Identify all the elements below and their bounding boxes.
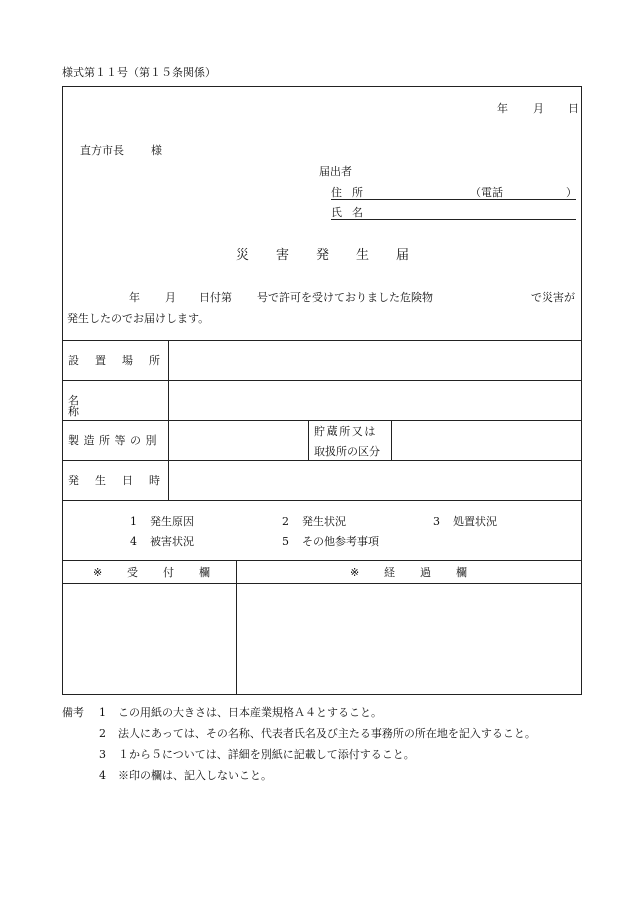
- title-char-1: 災: [236, 248, 250, 263]
- progress-label: 経過欄: [384, 566, 492, 579]
- remark-text-3: １から５については、詳細を別紙に記載して添付すること。: [118, 748, 415, 761]
- phone-open: （電話: [470, 186, 503, 199]
- label-category: 製造所等の別: [68, 434, 161, 447]
- attach-num-2: 2: [282, 515, 289, 528]
- columns-top-line: [62, 560, 582, 561]
- address-label: 住所: [331, 186, 373, 199]
- remark-num-1: 1: [99, 706, 106, 719]
- reception-mark: ※: [93, 566, 103, 579]
- table-top-line: [62, 340, 582, 341]
- form-number: 様式第１１号（第１５条関係）: [62, 66, 216, 79]
- attach-label-4: 被害状況: [150, 535, 194, 548]
- columns-header-line: [62, 583, 582, 584]
- address-underline: [331, 199, 576, 200]
- table-row-line-4: [62, 500, 582, 501]
- progress-mark: ※: [350, 566, 360, 579]
- name-label: 氏名: [331, 206, 373, 219]
- date-day-label: 日: [568, 102, 579, 115]
- statement-month: 月: [165, 291, 176, 304]
- attach-label-2: 発生状況: [302, 515, 346, 528]
- table-row-line-3: [62, 460, 582, 461]
- remark-num-4: 4: [99, 769, 106, 782]
- remark-text-2: 法人にあっては、その名称、代表者氏名及び主たる事務所の所在地を記入すること。: [118, 727, 536, 740]
- label-storage-line2: 取扱所の区分: [314, 445, 380, 458]
- table-storage-divider-1: [308, 420, 309, 460]
- statement-disaster: で災害が: [531, 291, 575, 304]
- table-row-line-1: [62, 380, 582, 381]
- table-row-line-2: [62, 420, 582, 421]
- remarks-head: 備考: [62, 706, 84, 719]
- attach-num-4: 4: [130, 535, 137, 548]
- addressee-honorific: 様: [151, 144, 162, 157]
- name-underline: [331, 219, 576, 220]
- columns-divider: [236, 560, 237, 695]
- reception-label: 受付欄: [127, 566, 235, 579]
- label-name-text: 名称: [68, 394, 148, 418]
- table-storage-divider-2: [391, 420, 392, 460]
- phone-close: ）: [566, 186, 577, 199]
- attach-label-3: 処置状況: [453, 515, 497, 528]
- label-location: 設置場所: [68, 354, 176, 367]
- date-month-label: 月: [533, 102, 544, 115]
- title-char-4: 生: [356, 248, 370, 263]
- attach-label-5: その他参考事項: [302, 535, 379, 548]
- attach-label-1: 発生原因: [150, 515, 194, 528]
- remark-text-4: ※印の欄は、記入しないこと。: [118, 769, 272, 782]
- remark-num-3: 3: [99, 748, 106, 761]
- applicant-label: 届出者: [319, 165, 352, 178]
- attach-num-1: 1: [130, 515, 137, 528]
- label-occurrence: 発生日時: [68, 474, 176, 487]
- label-storage-line1: 貯蔵所又は: [314, 425, 377, 438]
- statement-line2: 発生したのでお届けします。: [67, 312, 210, 325]
- statement-date-no: 日付第: [199, 291, 232, 304]
- title-char-3: 発: [316, 248, 330, 263]
- remark-text-1: この用紙の大きさは、日本産業規格Ａ４とすること。: [118, 706, 382, 719]
- title-char-5: 届: [396, 248, 410, 263]
- date-year-label: 年: [497, 102, 508, 115]
- addressee-name: 直方市長: [80, 144, 124, 157]
- statement-permit: 号で許可を受けておりました危険物: [257, 291, 433, 304]
- title-char-2: 害: [276, 248, 290, 263]
- remark-num-2: 2: [99, 727, 106, 740]
- attach-num-5: 5: [282, 535, 289, 548]
- statement-year: 年: [129, 291, 140, 304]
- attach-num-3: 3: [433, 515, 440, 528]
- label-name: [68, 395, 160, 417]
